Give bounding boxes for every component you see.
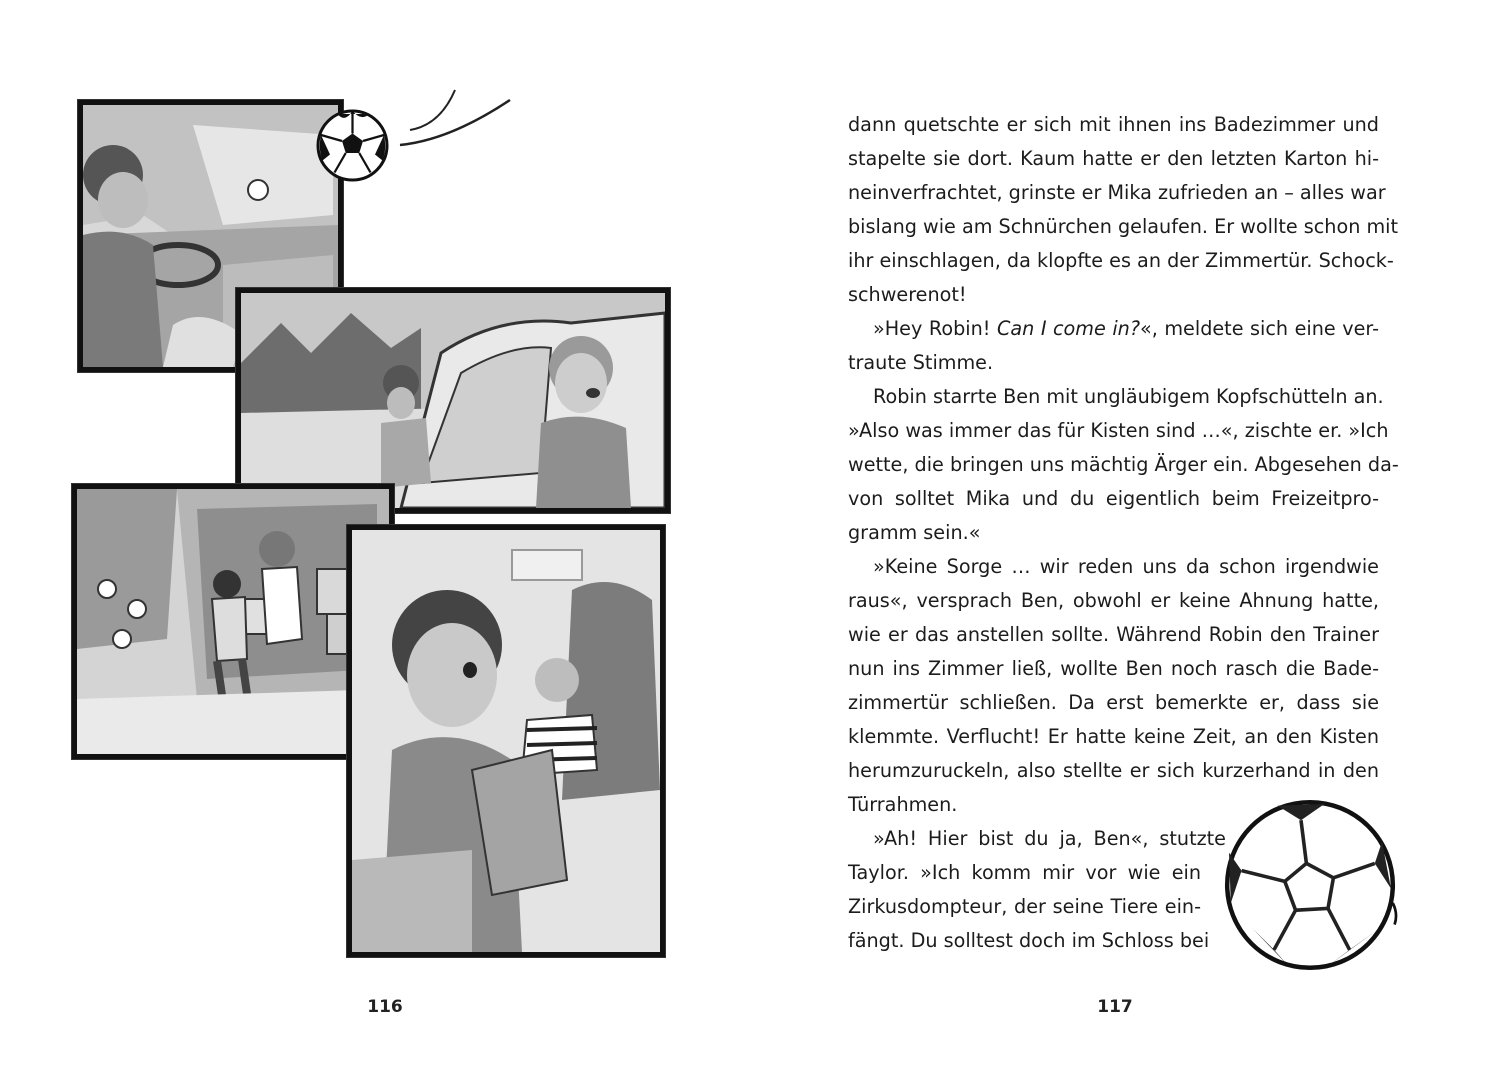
motion-lines-illustration bbox=[390, 85, 530, 165]
text-line: stapelte sie dort. Kaum hatte er den letzten Karton hi- bbox=[848, 147, 1379, 170]
text-line: dann quetschte er sich mit ihnen ins Badezimmer und bbox=[848, 113, 1379, 136]
soccer-ball-icon bbox=[1220, 795, 1400, 975]
text-line: von solltet Mika und du eigentlich beim Freizeitpro- bbox=[848, 487, 1379, 510]
text-line: Türrahmen. bbox=[848, 793, 958, 816]
text-line: schwerenot! bbox=[848, 283, 967, 306]
text-line: Robin starrte Ben mit ungläubigem Kopfschütteln an. bbox=[873, 385, 1384, 408]
text-segment: «, meldete sich eine ver- bbox=[1140, 317, 1379, 340]
text-line bbox=[848, 312, 1379, 346]
text-line: ihr einschlagen, da klopfte es an der Zimmertür. Schock- bbox=[848, 249, 1394, 272]
text-line: bislang wie am Schnürchen gelaufen. Er wollte schon mit bbox=[848, 215, 1399, 238]
text-line: »Keine Sorge … wir reden uns da schon irgendwie bbox=[873, 555, 1379, 578]
comic-panel-loading-boxes bbox=[72, 484, 394, 759]
text-line: fängt. Du solltest doch im Schloss bei bbox=[848, 929, 1210, 952]
text-line: wette, die bringen uns mächtig Ärger ein. Abgesehen da- bbox=[848, 453, 1399, 476]
text-line: Zirkusdompteur, der seine Tiere ein- bbox=[848, 895, 1201, 918]
text-line: »Ah! Hier bist du ja, Ben«, stutzte bbox=[873, 827, 1226, 850]
comic-panel-boy-with-box bbox=[347, 525, 665, 957]
comic-panel-van-door bbox=[236, 288, 670, 513]
page-number-left: 116 bbox=[367, 997, 403, 1017]
text-segment: »Hey Robin! bbox=[873, 317, 997, 340]
text-line: klemmte. Verflucht! Er hatte keine Zeit, an den Kisten bbox=[848, 725, 1379, 748]
text-line: herumzuruckeln, also stellte er sich kurzerhand in den bbox=[848, 759, 1379, 782]
text-line: traute Stimme. bbox=[848, 351, 994, 374]
text-line: raus«, versprach Ben, obwohl er keine Ahnung hatte, bbox=[848, 589, 1379, 612]
page-number-right: 117 bbox=[1097, 997, 1133, 1017]
right-page bbox=[750, 0, 1500, 1087]
text-line: wie er das anstellen sollte. Während Robin den Trainer bbox=[848, 623, 1379, 646]
soccer-ball-flying-icon bbox=[315, 108, 390, 183]
text-line: nun ins Zimmer ließ, wollte Ben noch rasch die Bade- bbox=[848, 657, 1379, 680]
text-line: Taylor. »Ich komm mir vor wie ein bbox=[848, 861, 1201, 884]
text-line: gramm sein.« bbox=[848, 521, 981, 544]
text-line: zimmertür schließen. Da erst bemerkte er, dass sie bbox=[848, 691, 1379, 714]
italic-phrase: Can I come in? bbox=[996, 317, 1140, 340]
text-line: »Also was immer das für Kisten sind …«, zischte er. »Ich bbox=[848, 419, 1389, 442]
text-line: neinverfrachtet, grinste er Mika zufrieden an – alles war bbox=[848, 181, 1386, 204]
